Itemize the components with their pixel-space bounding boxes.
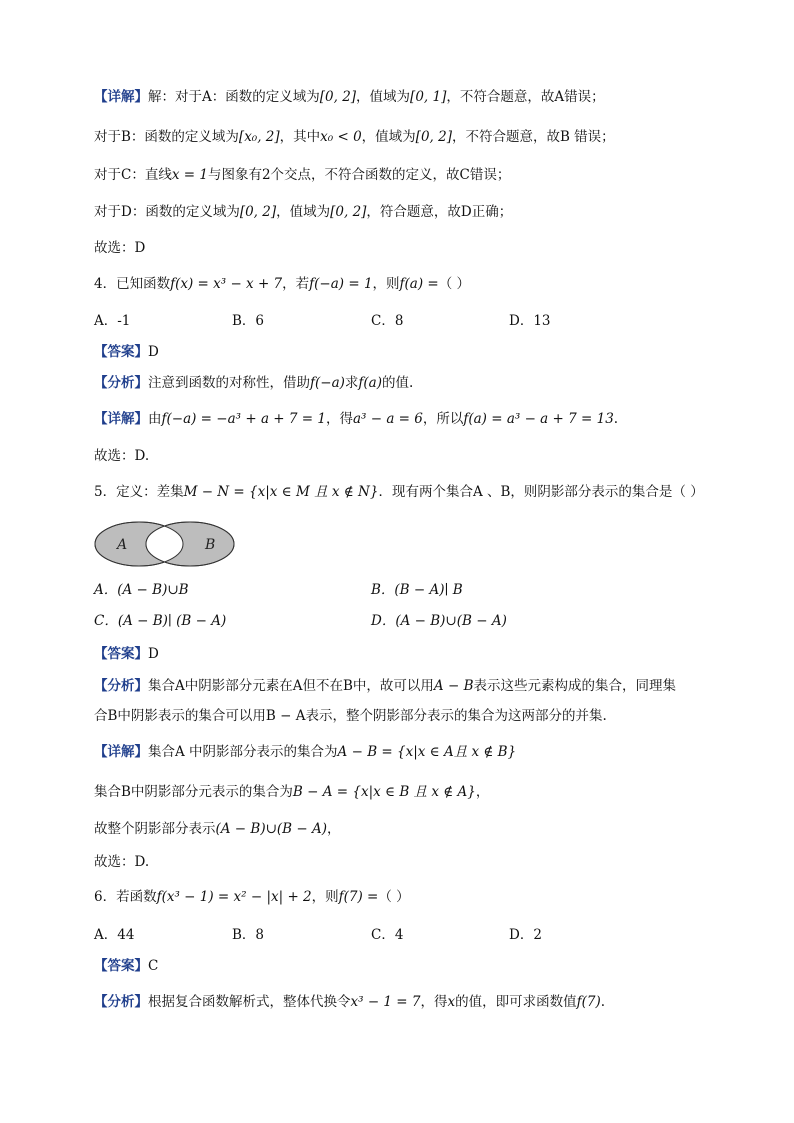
venn-label-a: A	[117, 537, 128, 553]
detail-tag: 【详解】	[94, 89, 148, 105]
q4-selection: 故选：D.	[94, 448, 150, 464]
analysis-tag: 【分析】	[94, 678, 148, 694]
question-4: 4．已知函数f(x) = x³ − x + 7，若f(−a) = 1，则f(a) =（ ）	[94, 276, 471, 292]
q4-option-b: B．6	[232, 313, 265, 329]
q5-detail-2: 集合B中阴影部分元表示的集合为B − A = {x|x ∈ B 且 x ∉ A}，	[94, 784, 490, 800]
q5-analysis-2: 合B中阴影表示的集合可以用B − A表示，整个阴影部分表示的集合为这两部分的并集.	[94, 708, 607, 724]
q5-option-c: C．(A − B)∣ (B − A)	[94, 613, 227, 629]
q5-analysis-1: 【分析】集合A中阴影部分元素在A但不在B中，故可以用A − B表示这些元素构成的集合，同理集	[94, 678, 676, 694]
q6-answer: 【答案】C	[94, 958, 159, 974]
q5-detail-3: 故整个阴影部分表示(A − B)∪(B − A)，	[94, 821, 341, 837]
q6-option-d: D．2	[509, 927, 542, 943]
q4-option-a: A．-1	[94, 313, 131, 329]
selection-line: 故选：D	[94, 240, 146, 256]
q4-option-d: D．13	[509, 313, 551, 329]
q5-detail-1: 【详解】集合A 中阴影部分表示的集合为A − B = {x|x ∈ A且 x ∉ B}	[94, 744, 517, 760]
q4-option-c: C．8	[371, 313, 404, 329]
venn-label-b: B	[205, 537, 216, 553]
solution-line-a: 【详解】解：对于A：函数的定义域为[0, 2]，值域为[0, 1]，不符合题意，故A错误；	[94, 89, 605, 105]
detail-tag: 【详解】	[94, 411, 148, 427]
answer-tag: 【答案】	[94, 646, 148, 662]
q6-option-c: C．4	[371, 927, 404, 943]
analysis-tag: 【分析】	[94, 994, 148, 1010]
q6-analysis: 【分析】根据复合函数解析式，整体代换令x³ − 1 = 7，得x的值，即可求函数值f(7).	[94, 994, 606, 1010]
q5-selection: 故选：D.	[94, 854, 150, 870]
q5-answer: 【答案】D	[94, 646, 159, 662]
solution-line-b: 对于B：函数的定义域为[x₀, 2]，其中x₀ < 0，值域为[0, 2]，不符合题意，故B 错误；	[94, 129, 615, 145]
answer-tag: 【答案】	[94, 958, 148, 974]
venn-diagram	[93, 520, 238, 570]
q5-option-b: B．(B − A)∣ B	[371, 582, 463, 598]
answer-tag: 【答案】	[94, 344, 148, 360]
solution-line-c: 对于C：直线x = 1与图象有2个交点，不符合函数的定义，故C错误；	[94, 167, 511, 183]
solution-line-d: 对于D：函数的定义域为[0, 2]，值域为[0, 2]，符合题意，故D正确；	[94, 204, 513, 220]
question-6: 6．若函数f(x³ − 1) = x² − |x| + 2，则f(7) =（ ）	[94, 889, 410, 905]
q4-detail: 【详解】由f(−a) = −a³ + a + 7 = 1，得a³ − a = 6，所以f(a) = a³ − a + 7 = 13.	[94, 411, 619, 427]
q5-option-d: D．(A − B)∪(B − A)	[371, 613, 507, 629]
q6-option-b: B．8	[232, 927, 265, 943]
q4-analysis: 【分析】注意到函数的对称性，借助f(−a)求f(a)的值.	[94, 375, 414, 391]
analysis-tag: 【分析】	[94, 375, 148, 391]
q5-option-a: A．(A − B)∪B	[94, 582, 189, 598]
q6-option-a: A．44	[94, 927, 135, 943]
question-5: 5．定义：差集M − N = {x|x ∈ M 且 x ∉ N}．现有两个集合A 、B，则阴影部分表示的集合是（ ）	[94, 484, 704, 500]
q4-answer: 【答案】D	[94, 344, 159, 360]
detail-tag: 【详解】	[94, 744, 148, 760]
